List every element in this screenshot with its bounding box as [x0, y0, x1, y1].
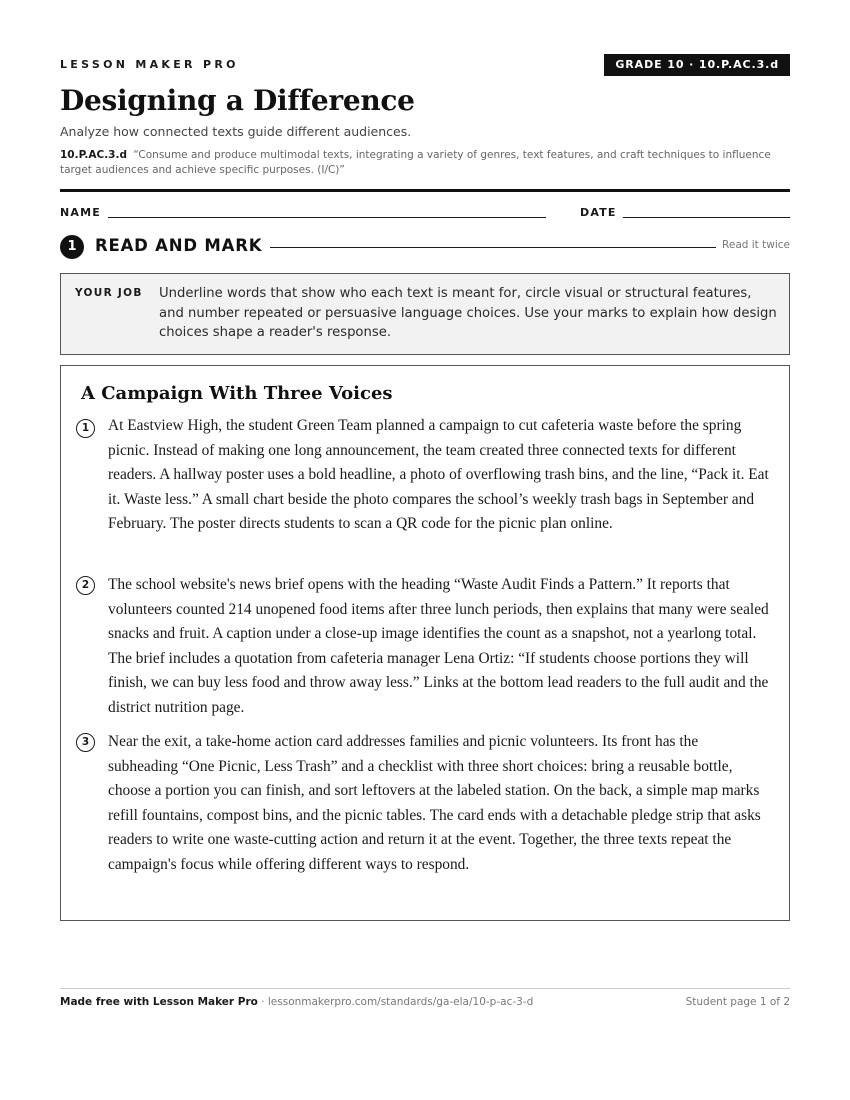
standard-text: “Consume and produce multimodal texts, integrating a variety of genres, text features, and craft techniques to influence target audiences and achieve specific purposes. (I/C)”	[60, 149, 771, 176]
date-field[interactable]	[623, 217, 790, 218]
paragraph-number: 2	[76, 576, 95, 595]
passage-paragraph: The school website's news brief opens with the heading “Waste Audit Finds a Pattern.” It reports that volunteers counted 214 unopened food items after three lunch periods, then explains that many were sealed snacks and fruit. A caption under a close-up image identifies the count as a snapshot, not a yearlong total. The brief includes a quotation from cafeteria manager Lena Ortiz: “If students choose portions they will finish, we can buy less food and throw away less.” Links at the bottom lead readers to the full audit and the district nutrition page.	[108, 576, 769, 716]
section-divider	[270, 247, 716, 248]
header-divider	[60, 189, 790, 192]
passage-paragraph: At Eastview High, the student Green Team planned a campaign to cut cafeteria waste before the spring picnic. Instead of making one long announcement, the team created three connected texts for different readers. A hallway poster uses a bold headline, a photo of overflowing trash bins, and the line, “Pack it. Eat it. Waste less.” A small chart beside the photo compares the school’s weekly trash bags in September and February. The poster directs students to scan a QR code for the picnic plan online.	[108, 417, 769, 532]
footer-credit	[60, 996, 533, 1008]
name-label: NAME	[60, 206, 101, 219]
section-note: Read it twice	[722, 239, 790, 251]
standard-description	[60, 148, 790, 178]
paragraph-number: 3	[76, 733, 95, 752]
section-title: READ AND MARK	[95, 236, 263, 255]
page-indicator: Student page 1 of 2	[685, 996, 790, 1008]
reading-passage	[60, 365, 790, 921]
footer-made-with: Made free with Lesson Maker Pro	[60, 996, 258, 1008]
instructions-text: Underline words that show who each text is meant for, circle visual or structural features, and number repeated or persuasive language choices. Use your marks to explain how design choices shape a reader's response.	[159, 286, 777, 340]
passage-title: A Campaign With Three Voices	[81, 383, 393, 404]
instructions-box	[60, 273, 790, 355]
grade-badge: GRADE 10 · 10.P.AC.3.d	[604, 54, 790, 76]
footer-divider	[60, 988, 790, 989]
passage-paragraph: Near the exit, a take-home action card addresses families and picnic volunteers. Its front has the subheading “One Picnic, Less Trash” and a checklist with three short choices: bring a reusable bottle, choose a portion you can finish, and sort leftovers at the labeled station. On the back, a simple map marks refill fountains, compost bins, and the picnic tables. The card ends with a detachable pledge strip that asks readers to write one waste-cutting action and return it at the event. Together, the three texts repeat the campaign's focus while offering different ways to respond.	[108, 733, 761, 873]
paragraph-number: 1	[76, 419, 95, 438]
page-subtitle: Analyze how connected texts guide different audiences.	[60, 124, 412, 139]
brand-name: LESSON MAKER PRO	[60, 58, 239, 71]
date-label: DATE	[580, 206, 617, 219]
name-field[interactable]	[108, 217, 546, 218]
page-title: Designing a Difference	[60, 84, 415, 117]
instructions-label: YOUR JOB	[75, 287, 143, 299]
worksheet-page	[60, 0, 790, 1100]
section-number-badge: 1	[60, 235, 84, 259]
footer-separator: ·	[257, 996, 268, 1008]
standard-code: 10.P.AC.3.d	[60, 149, 127, 161]
footer-url[interactable]: lessonmakerpro.com/standards/ga-ela/10-p-ac-3-d	[267, 996, 534, 1008]
